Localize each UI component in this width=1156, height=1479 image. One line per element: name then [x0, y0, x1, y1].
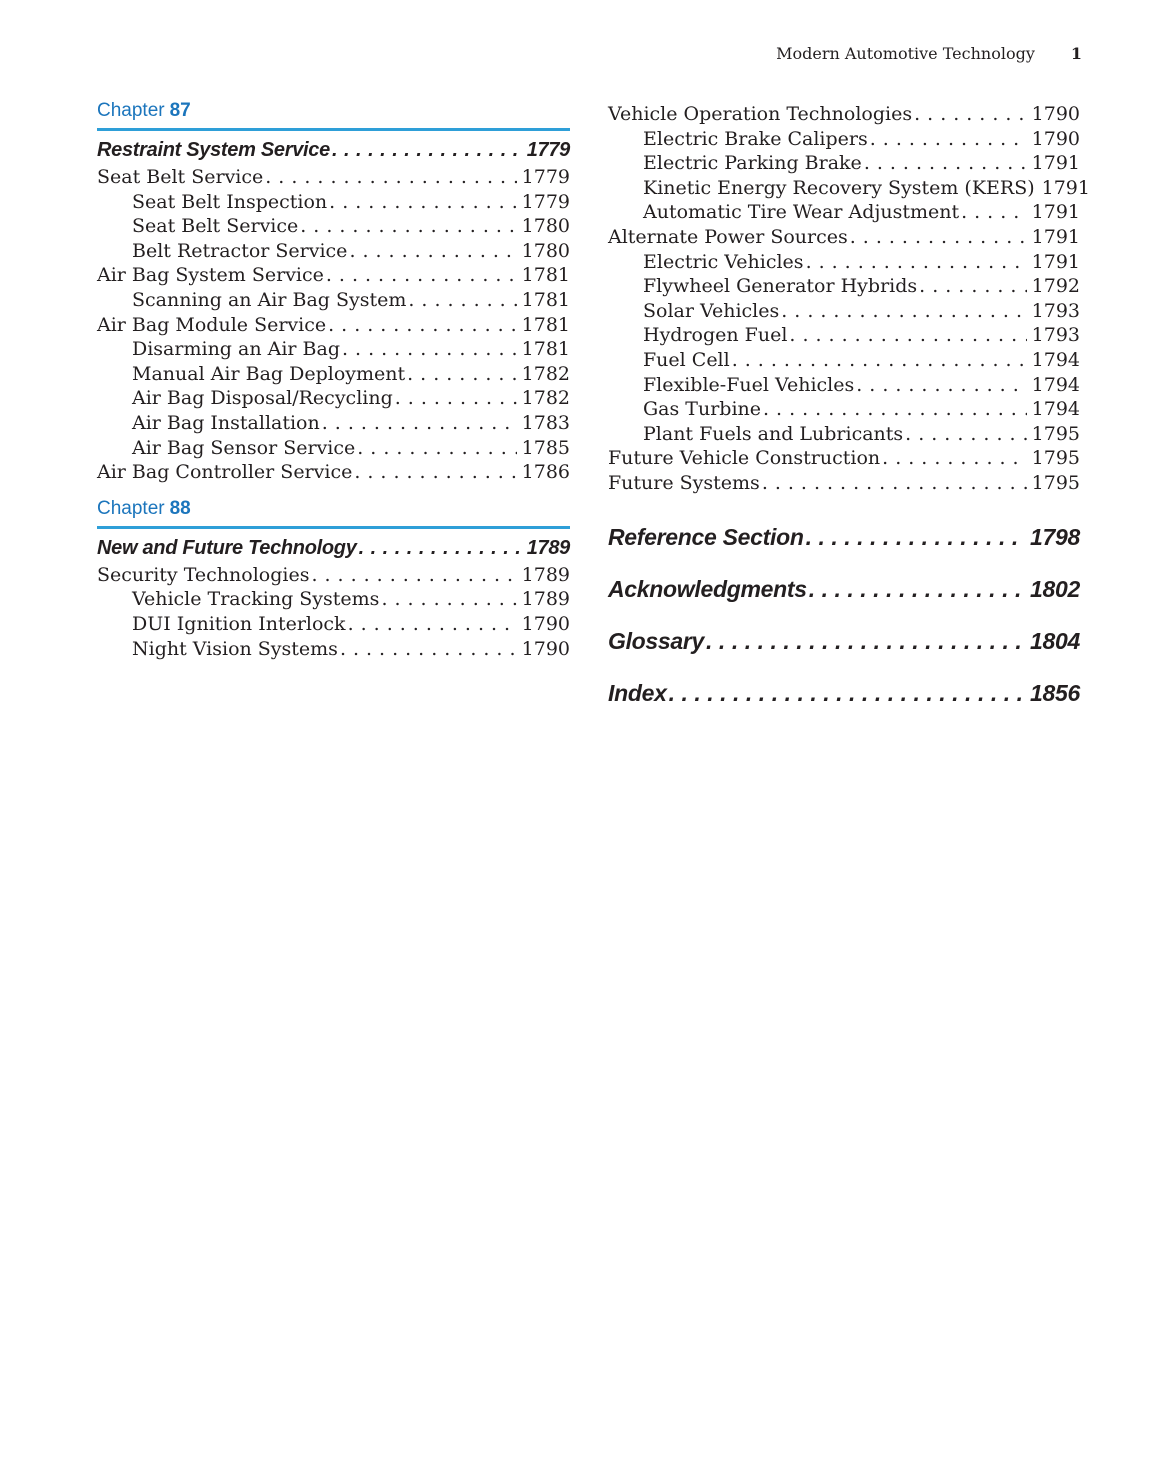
chapter-87-entries [97, 165, 570, 485]
toc-entry-page: 1780 [521, 215, 570, 238]
toc-entry-page: 1779 [521, 166, 570, 188]
chapter-title-row [97, 536, 570, 560]
toc-entry [97, 313, 570, 338]
toc-entry-label: Manual Air Bag Deployment [132, 362, 406, 385]
toc-entry [608, 446, 1080, 471]
toc-entry-label: DUI Ignition Interlock [132, 612, 346, 635]
dot-leader [781, 299, 1026, 324]
toc-entry-label: Disarming an Air Bag [132, 338, 340, 361]
dot-leader [342, 337, 517, 362]
toc-entry-page: 1790 [521, 637, 570, 660]
toc-entry-page: 1782 [521, 387, 570, 410]
toc-entry-label: Vehicle Tracking Systems [132, 588, 380, 611]
toc-columns [97, 100, 1090, 730]
toc-entry [97, 263, 570, 288]
dot-leader [669, 678, 1025, 708]
dot-leader [919, 274, 1026, 299]
dot-leader [870, 127, 1027, 152]
toc-entry-label: Fuel Cell [643, 348, 730, 371]
chapter-title: New and Future Technology [97, 536, 357, 559]
toc-entry-page: 1786 [521, 461, 570, 484]
toc-entry-label: Electric Parking Brake [643, 152, 862, 175]
chapter-label: Chapter [97, 497, 165, 519]
dot-leader [961, 200, 1027, 225]
toc-entry [97, 362, 570, 387]
toc-entry-page: 1789 [521, 563, 570, 586]
toc-entry-label: Vehicle Operation Technologies [608, 103, 913, 125]
toc-entry [608, 250, 1080, 275]
toc-entry-page: 1785 [521, 436, 570, 459]
book-title: Modern Automotive Technology [776, 44, 1035, 63]
dot-leader [311, 563, 516, 588]
back-matter-label: Reference Section [608, 523, 804, 550]
chapter-87-heading [97, 100, 570, 131]
toc-entry-label: Seat Belt Inspection [132, 190, 328, 213]
dot-leader [328, 313, 517, 338]
toc-entry-label: Kinetic Energy Recovery System (KERS) [643, 176, 1035, 199]
back-matter-entry [608, 678, 1080, 708]
back-matter-label: Index [608, 679, 667, 706]
page-header [776, 44, 1082, 63]
toc-entry-page: 1780 [521, 239, 570, 262]
toc-entry-page: 1793 [1031, 299, 1080, 322]
chapter-label: Chapter [97, 100, 165, 121]
back-matter-page: 1856 [1030, 679, 1080, 706]
toc-entry-label: Gas Turbine [643, 398, 762, 421]
toc-entry-page: 1781 [521, 288, 570, 311]
toc-entry-label: Air Bag Installation [132, 411, 320, 434]
left-column [97, 100, 570, 730]
toc-entry-page: 1793 [1031, 324, 1080, 347]
back-matter-entry [608, 522, 1080, 552]
toc-entry [97, 239, 570, 264]
chapter-87-block [97, 100, 570, 485]
toc-entry-page: 1779 [521, 190, 570, 213]
dot-leader [326, 263, 517, 288]
chapter-title-row [97, 138, 570, 162]
dot-leader [706, 626, 1025, 656]
dot-leader [905, 422, 1026, 447]
dot-leader [265, 165, 516, 190]
toc-entry [608, 471, 1080, 496]
chapter-title-page: 1789 [526, 536, 570, 559]
toc-entry [608, 200, 1080, 225]
dot-leader [354, 460, 516, 485]
toc-entry-page: 1791 [1041, 176, 1090, 199]
toc-entry [97, 436, 570, 461]
dot-leader [300, 214, 516, 239]
toc-entry-label: Electric Brake Calipers [643, 127, 868, 150]
toc-entry-page: 1790 [521, 612, 570, 635]
dot-leader [349, 239, 516, 264]
toc-entry-label: Solar Vehicles [643, 299, 780, 322]
dot-leader [381, 587, 516, 612]
toc-entry-page: 1790 [1031, 127, 1080, 150]
dot-leader [359, 536, 522, 560]
toc-entry-label: Plant Fuels and Lubricants [643, 422, 904, 445]
toc-entry [608, 422, 1080, 447]
toc-entry [608, 348, 1080, 373]
toc-entry [97, 460, 570, 485]
toc-entry-label: Automatic Tire Wear Adjustment [643, 201, 960, 224]
toc-entry-page: 1790 [1031, 103, 1080, 125]
dot-leader [809, 574, 1025, 604]
toc-entry [97, 411, 570, 436]
toc-entry [97, 165, 570, 190]
dot-leader [395, 386, 517, 411]
back-matter-page: 1804 [1030, 627, 1080, 654]
dot-leader [806, 250, 1027, 275]
toc-entry-label: Belt Retractor Service [132, 239, 348, 262]
toc-entry-page: 1781 [521, 264, 570, 287]
toc-entry [97, 386, 570, 411]
toc-entry-label: Future Systems [608, 471, 760, 494]
toc-entry-label: Scanning an Air Bag System [132, 288, 407, 311]
toc-entry [97, 214, 570, 239]
toc-entry-label: Seat Belt Service [97, 166, 264, 188]
dot-leader [856, 373, 1026, 398]
right-column [608, 100, 1090, 730]
back-matter-entry [608, 626, 1080, 656]
chapter-88-block [97, 498, 570, 661]
toc-entry-page: 1792 [1031, 275, 1080, 298]
toc-entry-label: Security Technologies [97, 563, 310, 586]
toc-entry-page: 1795 [1031, 447, 1080, 470]
toc-entry-label: Future Vehicle Construction [608, 447, 881, 470]
toc-entry [97, 587, 570, 612]
dot-leader [789, 323, 1026, 348]
toc-entry-label: Air Bag Sensor Service [132, 436, 356, 459]
dot-leader [348, 612, 517, 637]
toc-entry-page: 1794 [1031, 348, 1080, 371]
dot-leader [806, 522, 1025, 552]
toc-entry [608, 127, 1080, 152]
toc-entry [97, 337, 570, 362]
toc-entry-page: 1791 [1031, 225, 1080, 248]
chapter-number: 88 [169, 497, 191, 519]
toc-entry-label: Hydrogen Fuel [643, 324, 788, 347]
toc-entry-label: Air Bag System Service [97, 264, 324, 287]
chapter-title-page: 1779 [526, 139, 570, 161]
toc-entry-page: 1782 [521, 362, 570, 385]
dot-leader [864, 151, 1027, 176]
back-matter-page: 1802 [1030, 575, 1080, 602]
toc-entry [97, 190, 570, 215]
toc-entry-page: 1783 [521, 411, 570, 434]
toc-entry-label: Alternate Power Sources [608, 225, 848, 248]
dot-leader [407, 362, 517, 387]
back-matter-label: Acknowledgments [608, 575, 807, 602]
toc-entry [608, 102, 1080, 127]
chapter-88-entries [97, 563, 570, 661]
toc-entry-label: Flexible-Fuel Vehicles [643, 373, 855, 396]
toc-entry [608, 151, 1080, 176]
toc-entry-page: 1781 [521, 338, 570, 361]
toc-entry-label: Air Bag Module Service [97, 313, 327, 336]
toc-entry-label: Flywheel Generator Hybrids [643, 275, 918, 298]
back-matter-entry [608, 574, 1080, 604]
toc-entry [608, 274, 1080, 299]
chapter-number: 87 [169, 100, 191, 121]
toc-entry-label: Air Bag Controller Service [97, 461, 353, 484]
toc-entry [97, 612, 570, 637]
dot-leader [340, 637, 517, 662]
toc-entry-page: 1789 [521, 588, 570, 611]
page-number: 1 [1070, 44, 1082, 63]
dot-leader [732, 348, 1027, 373]
toc-entry-page: 1791 [1031, 250, 1080, 273]
chapter-88-heading [97, 498, 570, 529]
dot-leader [882, 446, 1026, 471]
toc-entry-page: 1781 [521, 313, 570, 336]
toc-entry-label: Electric Vehicles [643, 250, 804, 273]
toc-entry-page: 1795 [1031, 422, 1080, 445]
dot-leader [357, 436, 516, 461]
toc-entry [97, 637, 570, 662]
dot-leader [322, 411, 517, 436]
toc-entry [608, 323, 1080, 348]
toc-entry-label: Night Vision Systems [132, 637, 338, 660]
toc-entry-label: Air Bag Disposal/Recycling [132, 387, 393, 410]
toc-entry-page: 1791 [1031, 152, 1080, 175]
toc-entry [608, 299, 1080, 324]
chapter-title: Restraint System Service [97, 139, 330, 161]
dot-leader [914, 102, 1027, 127]
back-matter-section [608, 522, 1080, 708]
toc-entry-page: 1794 [1031, 398, 1080, 421]
dot-leader [408, 288, 516, 313]
dot-leader [332, 138, 522, 162]
dot-leader [329, 190, 516, 215]
toc-entry-label: Seat Belt Service [132, 215, 299, 238]
toc-entry [608, 225, 1080, 250]
toc-entry-page: 1795 [1031, 471, 1080, 494]
dot-leader [762, 471, 1027, 496]
toc-entry [608, 373, 1080, 398]
toc-entry-page: 1794 [1031, 373, 1080, 396]
back-matter-page: 1798 [1030, 523, 1080, 550]
toc-entry [608, 176, 1090, 201]
dot-leader [763, 397, 1027, 422]
dot-leader [850, 225, 1027, 250]
toc-entry [97, 288, 570, 313]
toc-entry [608, 397, 1080, 422]
right-column-entries [608, 102, 1090, 496]
toc-entry-page: 1791 [1031, 201, 1080, 224]
toc-entry [97, 563, 570, 588]
back-matter-label: Glossary [608, 627, 705, 654]
